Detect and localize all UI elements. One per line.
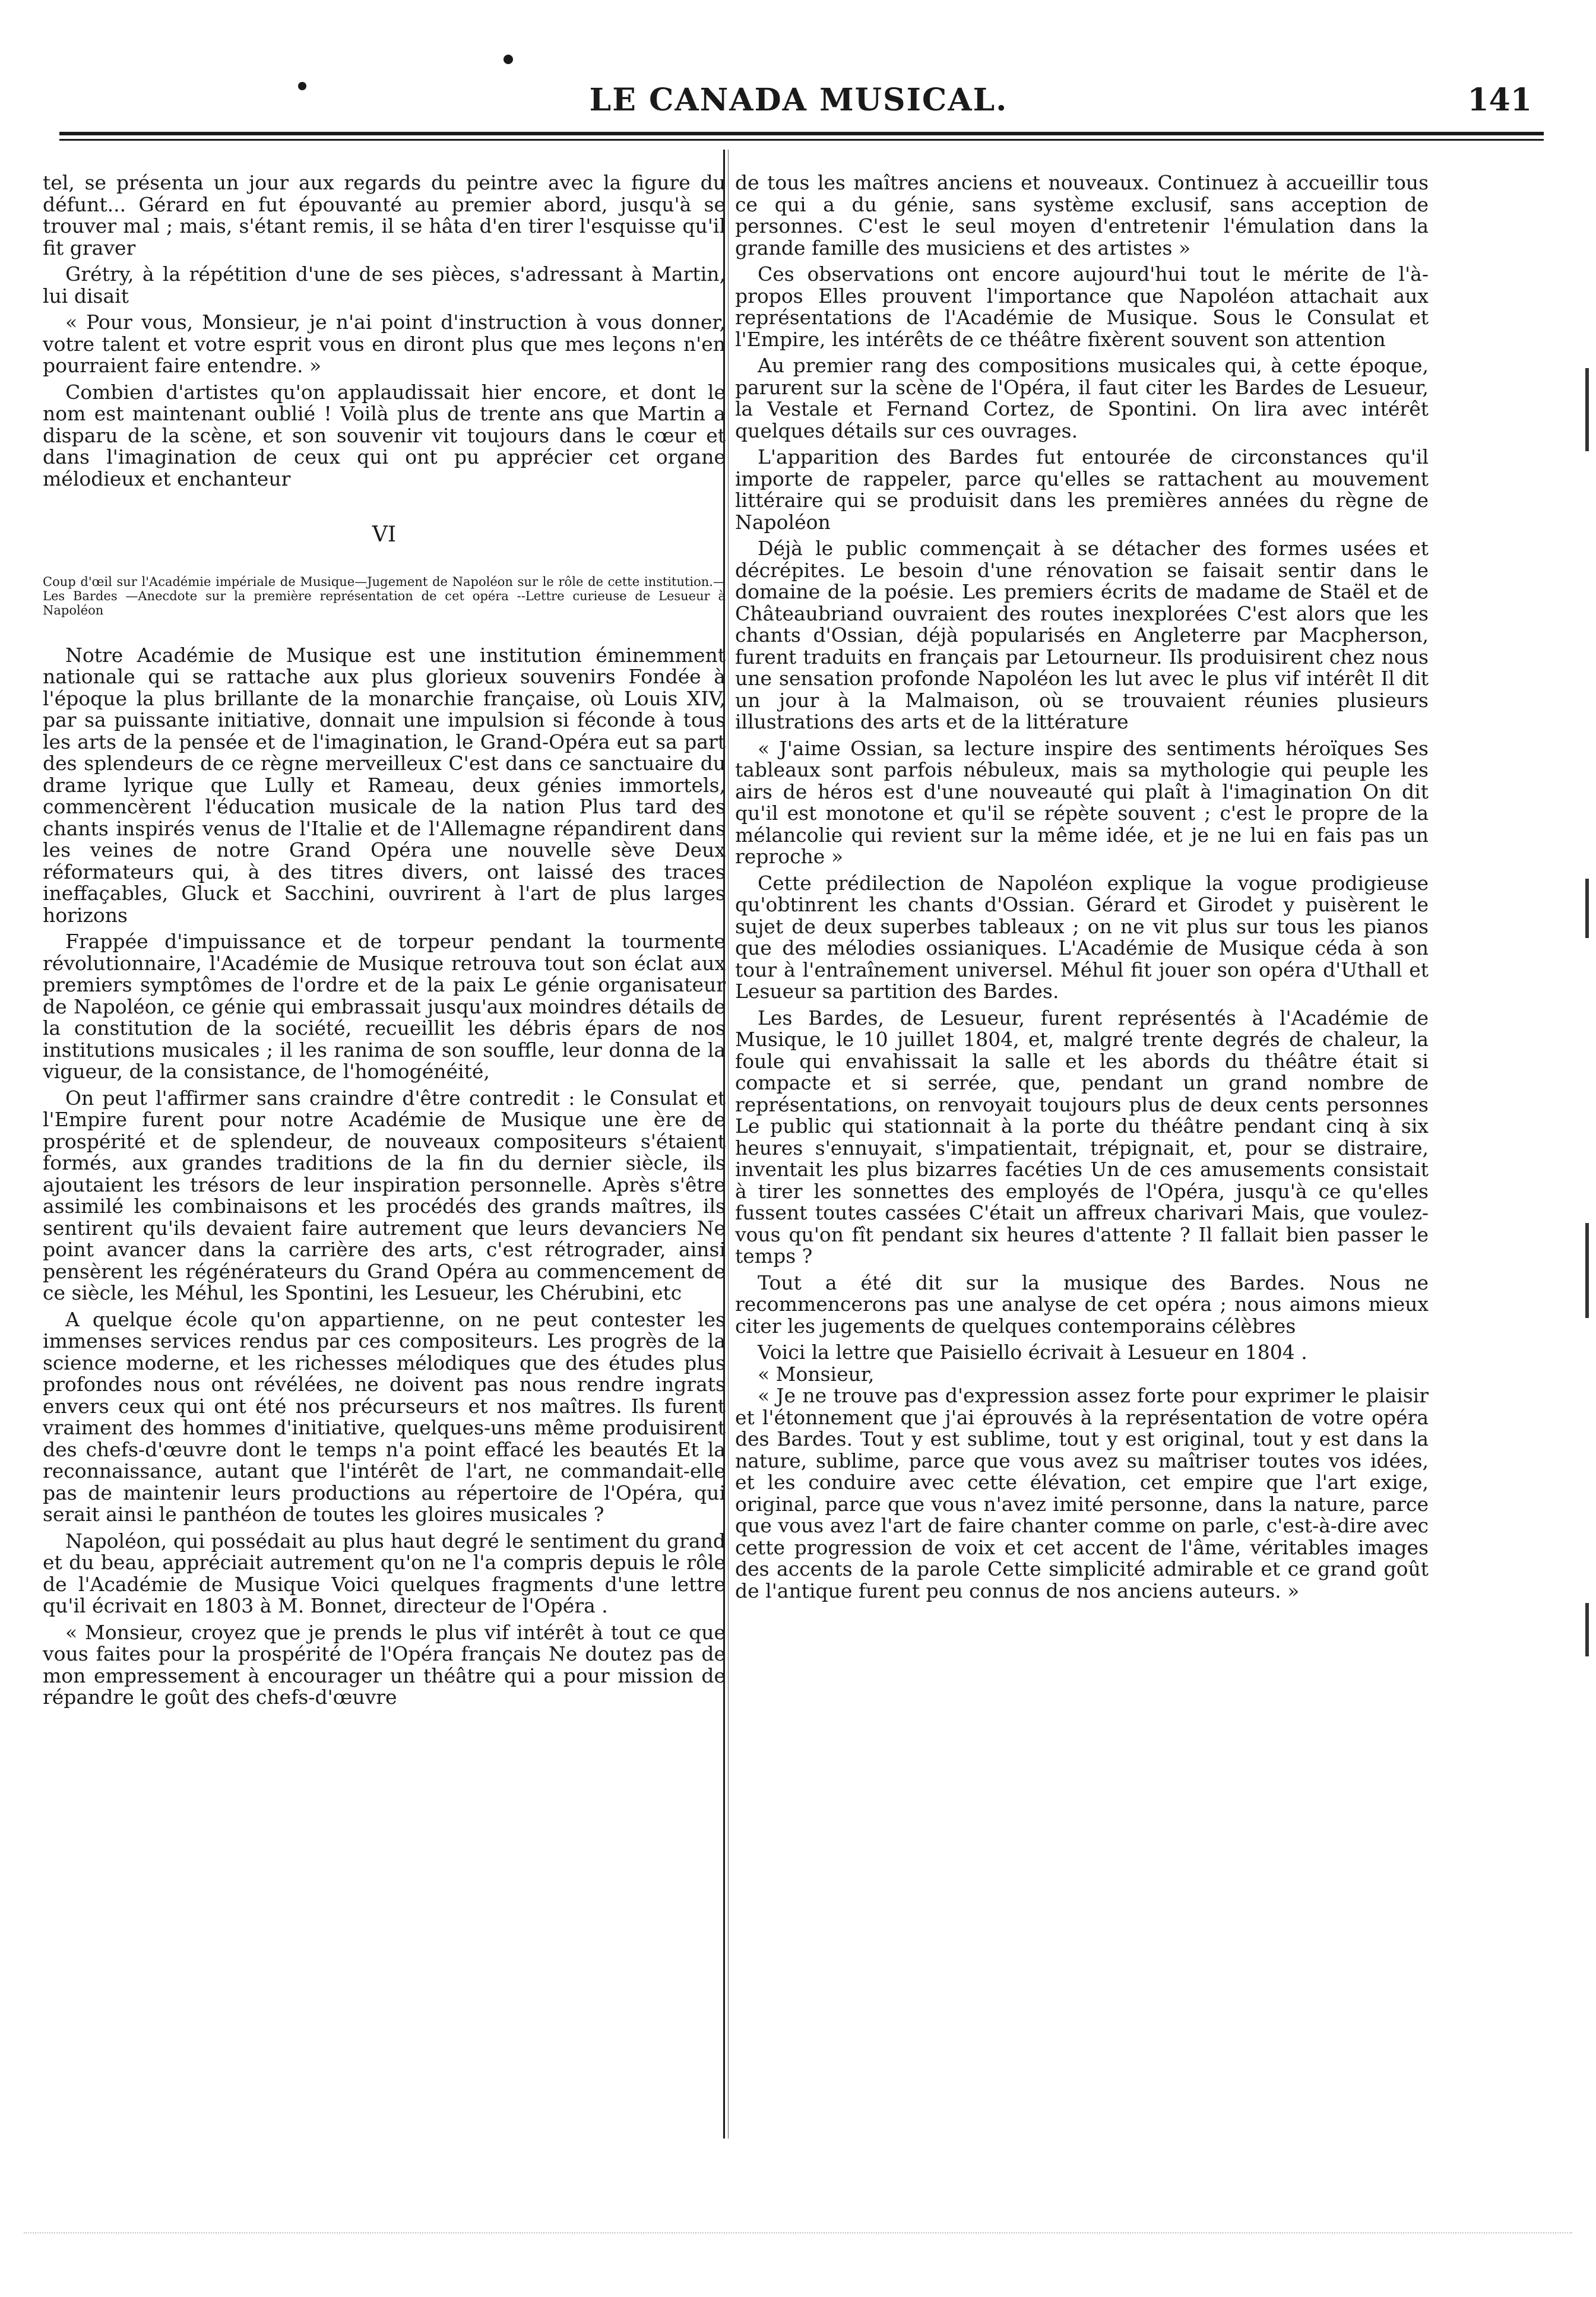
edge-mark [1585, 1223, 1589, 1318]
paragraph: Tout a été dit sur la musique des Bardes. Nous ne recommencerons pas une analyse de cet opéra ; nous aimons mieux citer les jugements de quelques contemporains célèbres [735, 1271, 1429, 1338]
header-rule-thick [59, 132, 1544, 135]
section-number: VI [372, 522, 397, 547]
paragraph: Cette prédilection de Napoléon explique la vogue prodigieuse qu'obtinrent les chants d'Ossian. Gérard et Girodet y puisèrent le sujet de deux superbes tableaux ; on ne vit plus sur tous les pianos que des mélodies ossianiques. L'Académie de Musique céda à son tour à l'entraînement universel. Méhul fit jouer son opéra d'Uthall et Lesueur sa partition des Bardes. [735, 871, 1429, 1003]
paragraph: Les Bardes, de Lesueur, furent représentés à l'Académie de Musique, le 10 juillet 1804, et, malgré trente degrés de chaleur, la foule qui envahissait la salle et les abords du théâtre était si compacte et si serrée, que, pendant un grand nombre de représentations, on renvoyait toujours plus de deux cents personnes Le public qui stationnait à la porte du théâtre pendant cinq à six heures s'ennuyait, s'impatientait, trépignait, et, pour se distraire, inventait les plus bizarres facéties Un de ces amusements consistait à tirer les sonnettes des employés de l'Opéra, jusqu'à ce qu'elles fussent toutes cassées C'était un affreux charivari Mais, que voulez-vous qu'on fît pendant six heures d'attente ? Il fallait bien passer le temps ? [735, 1006, 1429, 1268]
paragraph: « Pour vous, Monsieur, je n'ai point d'instruction à vous donner, votre talent et votre esprit vous en diront plus que mes leçons n'en pourraient faire entendre. » [43, 311, 726, 377]
paragraph: Déjà le public commençait à se détacher des formes usées et décrépites. Le besoin d'une rénovation se faisait sentir dans le domaine de la poésie. Les premiers écrits de madame de Staël et de Châteaubriand ouvraient des routes inexplorées C'est alors que les chants d'Ossian, déjà popularisés en Angleterre par Macpherson, furent traduits en français par Letourneur. Ils produisirent chez nous une sensation profonde Napoléon les lut avec le plus vif intérêt Il dit un jour à la Malmaison, où se trouvaient réunies plusieurs illustrations des arts et de la littérature [735, 537, 1429, 733]
paragraph: Napoléon, qui possédait au plus haut degré le sentiment du grand et du beau, appréciait autrement qu'on ne l'a compris depuis le rôle de l'Académie de Musique Voici quelques fragments d'une lettre qu'il écrivait en 1803 à M. Bonnet, directeur de l'Opéra . [43, 1529, 726, 1617]
bottom-scan-noise [24, 2232, 1572, 2269]
column-divider-inner [728, 150, 729, 2138]
paragraph: Ces observations ont encore aujourd'hui tout le mérite de l'à-propos Elles prouvent l'importance que Napoléon attachait aux représentations de l'Académie de Musique. Sous le Consulat et l'Empire, les intérêts de ce théâtre fixèrent souvent son attention [735, 262, 1429, 351]
paragraph: tel, se présenta un jour aux regards du peintre avec la figure du défunt... Gérard en fut épouvanté au premier abord, jusqu'à se trouver mal ; mais, s'étant remis, il se hâta d'en tirer l'esquisse qu'il fit graver [43, 171, 726, 259]
paragraph: Frappée d'impuissance et de torpeur pendant la tourmente révolutionnaire, l'Académie de Musique retrouva tout son éclat aux premiers symptômes de l'ordre et de la paix Le génie organisateur de Napoléon, ce génie qui embrassait jusqu'aux moindres détails de la constitution de la société, recueillit les débris épars de nos institutions musicales ; il les ranima de son souffle, leur donna de la vigueur, de la consistance, de l'homogénéité, [43, 930, 726, 1083]
paragraph: A quelque école qu'on appartienne, on ne peut contester les immenses services rendus par ces compositeurs. Les progrès de la science moderne, et les richesses mélodiques que des études plus profondes nous ont révélées, ne doivent pas nous rendre ingrats envers ceux qui ont été nos précurseurs et nos maîtres. Ils furent vraiment des hommes d'initiative, quelques-uns même produisirent des chefs-d'œuvre dont le temps n'a point effacé les beautés Et la reconnaissance, autant que l'intérêt de l'art, ne commandait-elle pas de maintenir leurs productions au répertoire de l'Opéra, qui serait ainsi le panthéon de toutes les gloires musicales ? [43, 1307, 726, 1526]
publication-title: LE CANADA MUSICAL. [589, 82, 1008, 118]
edge-mark [1585, 1603, 1589, 1656]
page-number: 141 [1467, 82, 1532, 118]
paragraph: « Je ne trouve pas d'expression assez forte pour exprimer le plaisir et l'étonnement que j'ai éprouvés à la représentation de votre opéra des Bardes. Tout y est sublime, tout y est original, tout y est dans la nature, sublime, parce que vous avez su maîtriser toutes vos idées, et les conduire avec cette élévation, cet empire que l'art exige, original, parce que vous n'avez imité personne, dans la nature, parce que vous avez l'art de faire chanter comme on parle, c'est-à-dire avec cette progression de voix et cet accent de l'âme, véritables images des accents de la parole Cette simplicité admirable et ce grand goût de l'antique furent peu connus de nos anciens auteurs. » [735, 1384, 1429, 1602]
paragraph: de tous les maîtres anciens et nouveaux. Continuez à accueillir tous ce qui a du génie, sans système exclusif, sans acception de personnes. C'est le seul moyen d'entretenir l'émulation dans la grande famille des musiciens et des artistes » [735, 171, 1429, 259]
left-column [43, 172, 726, 1709]
edge-mark [1585, 879, 1589, 938]
paragraph: L'apparition des Bardes fut entourée de circonstances qu'il importe de rappeler, parce qu'elles se rattachent au mouvement littéraire qui se produisit dans les premières années du règne de Napoléon [735, 445, 1429, 534]
letter-salutation: « Monsieur, [758, 1362, 875, 1386]
section-summary: Coup d'œil sur l'Académie impériale de Musique—Jugement de Napoléon sur le rôle de cette institution.—Les Bardes —Anecdote sur la première représentation de cet opéra --Lettre curieuse de Lesueur à Napoléon [43, 574, 726, 617]
paragraph: « Monsieur, croyez que je prends le plus vif intérêt à tout ce que vous faites pour la prospérité de l'Opéra français Ne doutez pas de mon empressement à encourager un théâtre qui a pour mission de répandre le goût des chefs-d'œuvre [43, 1620, 726, 1709]
right-column [735, 172, 1429, 1602]
paragraph: Notre Académie de Musique est une institution éminemment nationale qui se rattache aux plus glorieux souvenirs Fondée à l'époque la plus brillante de la monarchie française, où Louis XIV, par sa puissante initiative, donnait une impulsion si féconde à tous les arts de la pensée et de l'imagination, le Grand-Opéra eut sa part des splendeurs de ce règne merveilleux C'est dans ce sanctuaire du drame lyrique que Lully et Rameau, deux génies immortels, commencèrent l'éducation musicale de la nation Plus tard des chants inspirés venus de l'Italie et de l'Allemagne répandirent dans les veines de notre Grand Opéra une nouvelle sève Deux réformateurs qui, à des titres divers, ont laissé des traces ineffaçables, Gluck et Sacchini, ouvrirent à l'art de plus larges horizons [43, 643, 726, 927]
paragraph: Combien d'artistes qu'on applaudissait hier encore, et dont le nom est maintenant oublié ! Voilà plus de trente ans que Martin a disparu de la scène, et son souvenir vit toujours dans le cœur et dans l'imagination de ceux qui ont pu apprécier cet organe mélodieux et enchanteur [43, 380, 726, 490]
header-rule-thin [59, 139, 1544, 141]
paragraph: On peut l'affirmer sans craindre d'être contredit : le Consulat et l'Empire furent pour notre Académie de Musique une ère de prospérité et de splendeur, de nouveaux compositeurs s'étaient formés, aux grandes traditions de la fin du dernier siècle, ils ajoutaient les trésors de leur inspiration personnelle. Après s'être assimilé les combinaisons et les procédés des grands maîtres, ils sentirent qu'ils devaient faire autrement que leurs devanciers Ne point avancer dans la carrière des arts, c'est rétrograder, ainsi pensèrent les régénérateurs du Grand Opéra au commencement de ce siècle, les Méhul, les Spontini, les Lesueur, les Chérubini, etc [43, 1086, 726, 1304]
paragraph: Voici la lettre que Paisiello écrivait à Lesueur en 1804 . [758, 1341, 1307, 1364]
paragraph: « J'aime Ossian, sa lecture inspire des sentiments héroïques Ses tableaux sont parfois nébuleux, mais sa mythologie qui peuple les airs de héros est d'une nouveauté qui plaît à l'imagination On dit qu'il est monotone et qu'il se répète souvent ; c'est le propre de la mélancolie qui revient sur la même idée, et je ne lui en fais pas un reproche » [735, 736, 1429, 868]
paragraph: Grétry, à la répétition d'une de ses pièces, s'adressant à Martin, lui disait [43, 262, 726, 308]
masthead [59, 82, 1538, 123]
edge-mark [1585, 368, 1589, 451]
ink-dot [504, 55, 513, 64]
paragraph: Au premier rang des compositions musicales qui, à cette époque, parurent sur la scène de l'Opéra, il faut citer les Bardes de Lesueur, la Vestale et Fernand Cortez, de Spontini. On lira avec intérêt quelques détails sur ces ouvrages. [735, 354, 1429, 442]
